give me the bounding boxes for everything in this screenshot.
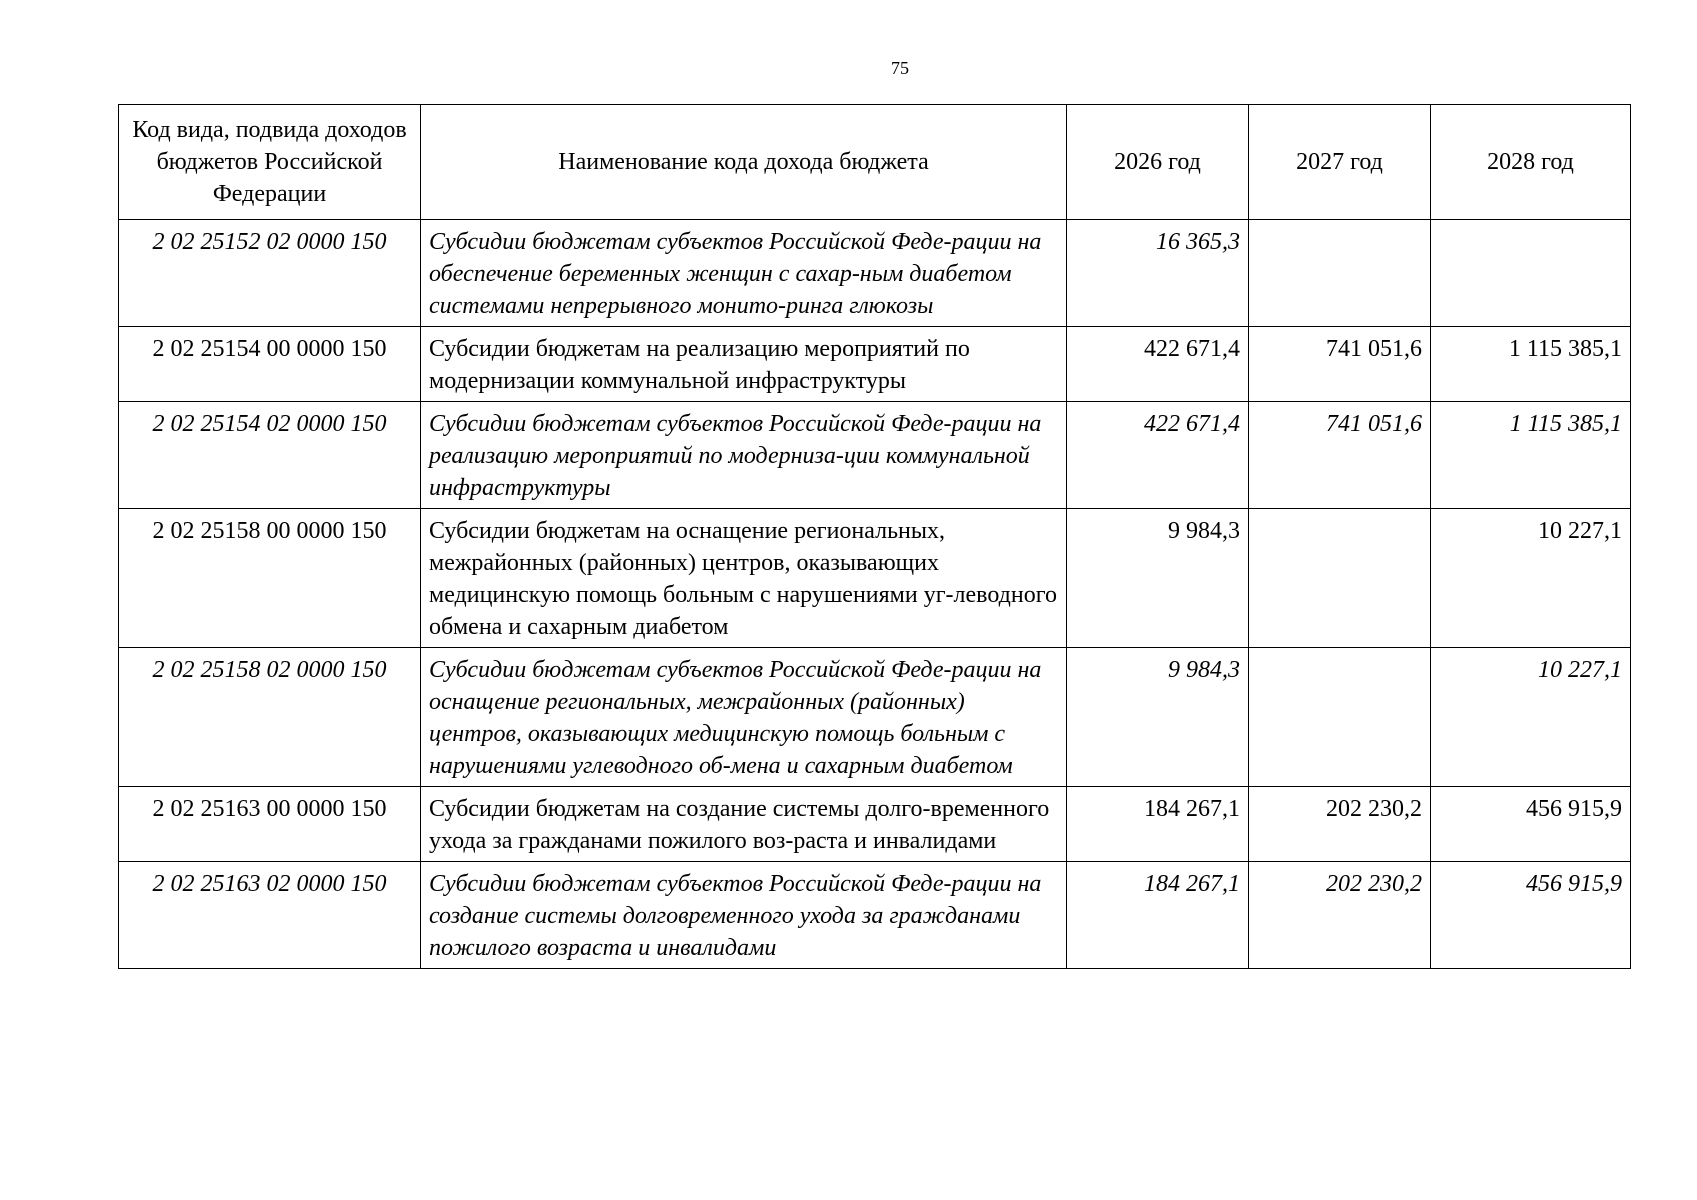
row-value-2027: 202 230,2: [1249, 862, 1431, 969]
row-value-2028: 456 915,9: [1431, 787, 1631, 862]
row-value-2028: 10 227,1: [1431, 509, 1631, 648]
row-name: Субсидии бюджетам на реализацию мероприятий по модернизации коммунальной инфраструктуры: [421, 327, 1067, 402]
table-row: [119, 648, 1631, 787]
row-value-2026: 422 671,4: [1067, 402, 1249, 509]
row-code: 2 02 25163 00 0000 150: [119, 787, 421, 862]
revenue-table: [118, 104, 1631, 969]
row-code: 2 02 25158 00 0000 150: [119, 509, 421, 648]
row-value-2026: 9 984,3: [1067, 509, 1249, 648]
row-value-2027: [1249, 220, 1431, 327]
table-row: [119, 862, 1631, 969]
row-value-2027: 741 051,6: [1249, 327, 1431, 402]
header-year-2028: 2028 год: [1431, 105, 1631, 220]
table-row: [119, 220, 1631, 327]
page-number: 75: [891, 58, 909, 78]
row-code: 2 02 25152 02 0000 150: [119, 220, 421, 327]
row-code: 2 02 25154 02 0000 150: [119, 402, 421, 509]
table-row: [119, 327, 1631, 402]
row-value-2026: 9 984,3: [1067, 648, 1249, 787]
row-value-2028: 1 115 385,1: [1431, 327, 1631, 402]
row-value-2026: 184 267,1: [1067, 862, 1249, 969]
header-year-2026: 2026 год: [1067, 105, 1249, 220]
row-value-2026: 184 267,1: [1067, 787, 1249, 862]
table-row: [119, 787, 1631, 862]
row-code: 2 02 25158 02 0000 150: [119, 648, 421, 787]
row-value-2028: 10 227,1: [1431, 648, 1631, 787]
row-name: Субсидии бюджетам субъектов Российской Феде-рации на реализацию мероприятий по модерниза-ции коммунальной инфраструктуры: [421, 402, 1067, 509]
row-value-2027: [1249, 509, 1431, 648]
row-code: 2 02 25163 02 0000 150: [119, 862, 421, 969]
row-value-2026: 16 365,3: [1067, 220, 1249, 327]
row-value-2027: 741 051,6: [1249, 402, 1431, 509]
row-code: 2 02 25154 00 0000 150: [119, 327, 421, 402]
row-name: Субсидии бюджетам на создание системы долго-временного ухода за гражданами пожилого воз-раста и инвалидами: [421, 787, 1067, 862]
row-value-2028: [1431, 220, 1631, 327]
row-name: Субсидии бюджетам субъектов Российской Феде-рации на обеспечение беременных женщин с сахар-ным диабетом системами непрерывного монито-ринга глюкозы: [421, 220, 1067, 327]
table-row: [119, 402, 1631, 509]
row-name: Субсидии бюджетам субъектов Российской Феде-рации на оснащение региональных, межрайонных (районных) центров, оказывающих медицинскую помощь больным с нарушениями углеводного об-мена и сахарным диабетом: [421, 648, 1067, 787]
row-name: Субсидии бюджетам на оснащение региональных, межрайонных (районных) центров, оказывающих медицинскую помощь больным с нарушениями уг-леводного обмена и сахарным диабетом: [421, 509, 1067, 648]
row-name: Субсидии бюджетам субъектов Российской Феде-рации на создание системы долговременного ухода за гражданами пожилого возраста и инвалидами: [421, 862, 1067, 969]
table-header-row: [119, 105, 1631, 220]
table-row: [119, 509, 1631, 648]
row-value-2028: 1 115 385,1: [1431, 402, 1631, 509]
row-value-2027: [1249, 648, 1431, 787]
row-value-2026: 422 671,4: [1067, 327, 1249, 402]
row-value-2028: 456 915,9: [1431, 862, 1631, 969]
header-name: Наименование кода дохода бюджета: [421, 105, 1067, 220]
header-year-2027: 2027 год: [1249, 105, 1431, 220]
row-value-2027: 202 230,2: [1249, 787, 1431, 862]
header-code: Код вида, подвида доходов бюджетов Российской Федерации: [119, 105, 421, 220]
